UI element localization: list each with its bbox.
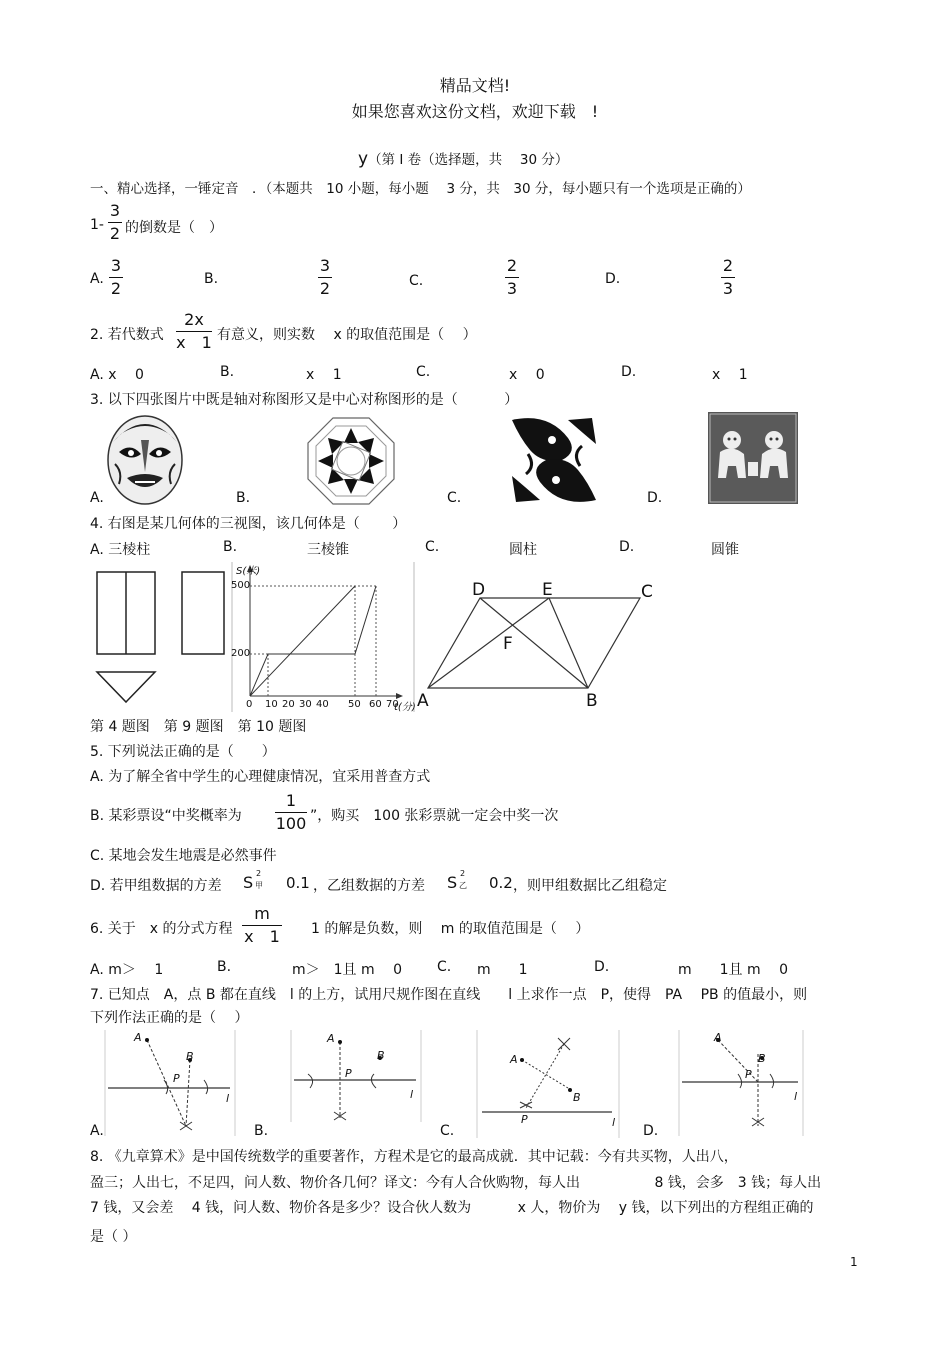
q1-fraction [108,203,122,242]
fig-a-label-l: l [226,1092,230,1105]
fig-d-label-A: A [714,1031,722,1044]
q8-line2: 盈三；人出七，不足四，问人数、物价各几何？译文：今有人合伙购物，每人出 8 钱，会多 3 钱；每人出 [90,1175,822,1191]
q5-b-fraction [275,793,307,832]
q5-b-frac-num: 1 [285,791,297,810]
q6-frac-den: x 1 [244,927,280,946]
q5-option-d-post: ，则甲组数据比乙组稳定 [513,878,667,894]
octagon-pattern-image [306,416,396,506]
graph-x60: 60 [369,699,382,710]
q6-option-b: B. [217,959,232,975]
variance-a-symbol: S [243,873,254,892]
q1-fd-den: 3 [722,279,734,298]
graph-x20: 20 [282,699,295,710]
fig-b-label-B: B [377,1049,385,1062]
variance-b-symbol: S [447,873,458,892]
q2-option-d: D. [621,364,637,380]
distance-time-graph [230,562,416,712]
variance-a-sub: 甲 [255,881,263,890]
fig-c-label-A: A [510,1053,518,1066]
fig-b-label-A: A [327,1032,335,1045]
q1-option-c-fraction [505,258,519,297]
top-view [97,672,155,702]
q1-option-d-fraction [721,258,735,297]
point-A-label: A [417,691,429,711]
q1-text: 的倒数是（ ） [125,220,223,236]
graph-y200: 200 [231,648,251,659]
q8-line4: 是（ ） [90,1229,137,1245]
point-D-label: D [472,580,486,600]
q3-text: 3. 以下四张图片中既是轴对称图形又是中心对称图形的是（ ） [90,392,519,408]
q3-option-b: B. [236,490,251,506]
point-C-label: C [641,582,653,602]
fig-c-label-B: B [573,1091,581,1104]
q6-option-a: A. m＞ 1 [90,962,164,978]
page-number: 1 [850,1255,858,1269]
q6-option-d: D. [594,959,610,975]
q4-text: 4. 右图是某几何体的三视图，该几何体是（ ） [90,516,407,532]
q2-option-b-value: x 1 [306,367,342,383]
q2-frac-den: x 1 [176,333,212,352]
graph-x10: 10 [265,699,278,710]
q1-fd-num: 2 [722,256,734,275]
q4-option-d-value: 圆锥 [711,542,739,558]
q1-prefix: 1- [90,217,104,233]
q4-option-b: B. [223,539,238,555]
q1-frac-den: 2 [109,224,121,243]
q2-option-c-value: x 0 [509,367,545,383]
fig-a-label-B: B [186,1050,194,1063]
point-E-label: E [542,580,553,600]
header-line2: 如果您喜欢这份文档，欢迎下载 ! [351,102,599,121]
q1-fc-den: 3 [506,279,518,298]
q2-option-c: C. [416,364,431,380]
three-view-figure [94,570,234,706]
q2-option-a: A. x 0 [90,367,144,383]
fig-d-label-l: l [794,1090,798,1103]
graph-xlabel: t(分) [394,702,416,713]
q1-option-b: B. [204,271,219,287]
lion-pattern-image [708,412,798,504]
q5-text: 5. 下列说法正确的是（ ） [90,744,276,760]
q5-option-b-pre: B. 某彩票设“中奖概率为 [90,808,242,824]
q4-option-a: A. 三棱柱 [90,542,151,558]
point-B-label: B [586,691,598,711]
section-title-text: （第 I 卷（选择题，共 30 分） [368,152,569,168]
q1-option-c: C. [409,273,424,289]
q1-option-a-fraction [109,258,123,297]
construction-figure-c [476,1030,620,1138]
q4-option-c: C. [425,539,440,555]
opera-mask-image [105,412,185,504]
point-F-label: F [503,634,513,654]
variance-b-value: 0.2 [489,874,513,892]
graph-x70: 70 [386,699,399,710]
variance-b-sup: 2 [460,869,466,878]
q1-option-d: D. [605,271,621,287]
q7-line2: 下列作法正确的是（ ） [90,1010,249,1026]
q2-frac-num: 2x [184,310,204,329]
q6-post: 1 的解是负数，则 m 的取值范围是（ ） [311,921,590,937]
q3-option-a: A. [90,490,104,506]
graph-x30: 30 [299,699,312,710]
q6-option-d-value: m 1且 m 0 [678,962,788,978]
q1-fc-num: 2 [506,256,518,275]
q6-frac-num: m [254,904,270,923]
q8-line3: 7 钱，又会差 4 钱，问人数、物价各是多少？设合伙人数为 x 人，物价为 y 钱，以下列出的方程组正确的 [90,1200,814,1216]
fig-d-label-B: B [758,1052,766,1065]
q6-pre: 6. 关于 x 的分式方程 [90,921,233,937]
fig-a-label-A: A [134,1031,142,1044]
construction-figure-d [678,1030,804,1136]
q7-option-c: C. [440,1123,455,1139]
q7-option-a: A. [90,1123,104,1139]
q5-option-c: C. 某地会发生地震是必然事件 [90,848,277,864]
q6-option-c-value: m 1 [477,962,528,978]
q1-frac-num: 3 [109,201,121,220]
q2-prefix: 2. 若代数式 [90,327,164,343]
q2-text: 有意义，则实数 x 的取值范围是（ ） [217,327,477,343]
variance-b-sub: 乙 [459,881,467,890]
construction-figure-a [104,1030,236,1136]
q1-option-b-fraction [318,258,332,297]
q5-option-a: A. 为了解全省中学生的心理健康情况，宜采用普查方式 [90,769,431,785]
q2-fraction [176,312,212,351]
q3-option-c: C. [447,490,462,506]
q7-option-d: D. [643,1123,659,1139]
q7-option-b: B. [254,1123,269,1139]
section-title-prefix: y [358,149,369,169]
graph-ylabel: S(米) [236,566,261,577]
part1-instructions: 一、精心选择，一锤定音 ．（本题共 10 小题，每小题 3 分，共 30 分，每小题只有一个选项是正确的） [90,181,751,197]
q2-option-b: B. [220,364,235,380]
graph-y500: 500 [231,580,251,591]
section-title [358,148,568,169]
figure-caption: 第 4 题图 第 9 题图 第 10 题图 [90,719,307,735]
header-line1: 精品文档! [439,76,511,95]
q5-option-b-post: ”，购买 100 张彩票就一定会中奖一次 [310,808,559,824]
variance-a-sup: 2 [256,869,262,878]
q4-option-c-value: 圆柱 [509,542,537,558]
variance-a-value: 0.1 [286,874,310,892]
fig-b-label-P: P [345,1067,352,1080]
q1-fb-den: 2 [319,279,331,298]
q1-fa-num: 3 [110,256,122,275]
construction-figure-b [290,1030,422,1122]
q2-option-d-value: x 1 [712,367,748,383]
q1-option-a: A. [90,271,104,287]
q5-option-d-mid: ，乙组数据的方差 [313,878,425,894]
q7-line1: 7. 已知点 A，点 B 都在直线 l 的上方，试用尺规作图在直线 l 上求作一点 P，使得 PA PB 的值最小，则 [90,987,808,1003]
q6-option-b-value: m＞ 1且 m 0 [292,962,402,978]
q3-option-d: D. [647,490,663,506]
q4-option-b-value: 三棱锥 [307,542,349,558]
graph-x40: 40 [316,699,329,710]
q5-b-frac-den: 100 [275,814,307,833]
fig-c-label-l: l [612,1116,616,1129]
side-view [182,572,224,654]
fish-pattern-image [508,414,600,506]
q8-line1: 8. 《九章算术》是中国传统数学的重要著作，方程术是它的最高成就．其中记载：今有共买物，人出八， [90,1149,738,1165]
q1-fb-num: 3 [319,256,331,275]
fig-a-label-P: P [173,1072,180,1085]
q1-fa-den: 2 [110,279,122,298]
graph-x50: 50 [348,699,361,710]
q6-fraction [242,906,282,945]
fig-b-label-l: l [410,1088,414,1101]
fig-c-label-P: P [521,1113,528,1126]
q5-option-d-pre: D. 若甲组数据的方差 [90,878,222,894]
q4-option-d: D. [619,539,635,555]
fig-d-label-P: P [745,1068,752,1081]
q6-option-c: C. [437,959,452,975]
graph-x0: 0 [246,699,253,710]
parallelogram-figure [415,578,655,708]
